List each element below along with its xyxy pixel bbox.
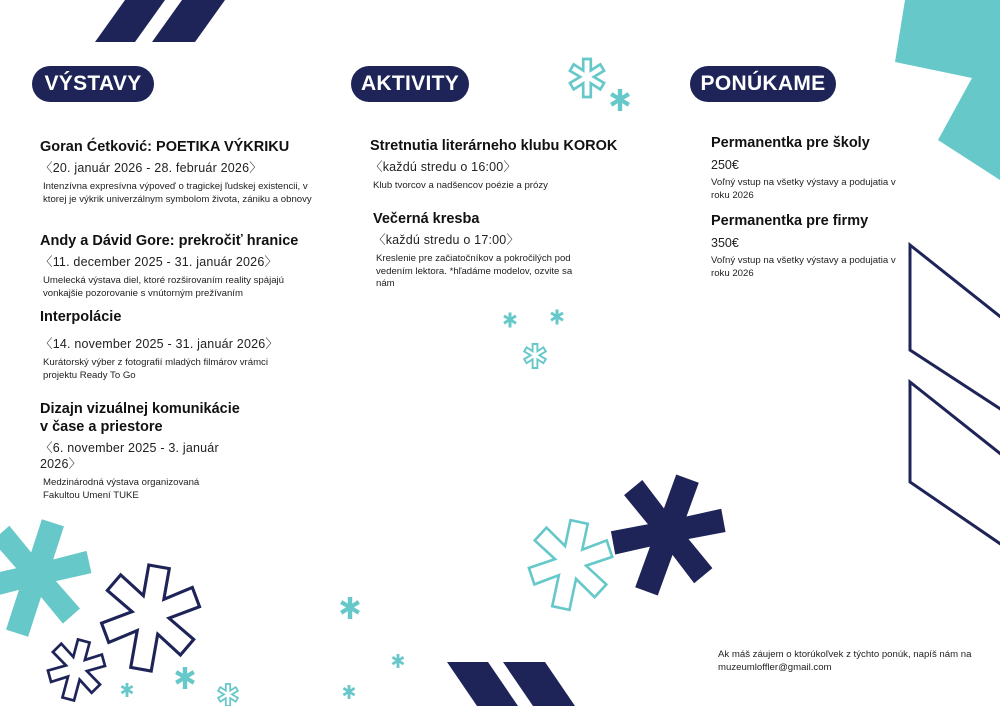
activity-item — [370, 137, 640, 193]
activity-title: Večerná kresba — [373, 211, 480, 227]
asterisk-small — [175, 667, 195, 689]
asterisk-small — [392, 654, 405, 668]
offer-title: Permanentka pre školy — [711, 135, 870, 151]
exhibition-dates: 〈14. november 2025 - 31. január 2026〉 — [40, 337, 279, 351]
contact-note: Ak máš záujem o ktorúkoľvek z týchto ponúk, napíš nám na muzeumloffler@gmail.com — [718, 649, 972, 673]
offer-item — [711, 212, 911, 280]
offer-price: 350€ — [711, 236, 739, 250]
activity-title: Stretnutia literárneho klubu KOROK — [370, 138, 618, 154]
activity-description: Kreslenie pre začiatočníkov a pokročilých pod vedením lektora. *hľadáme modelov, ozvite sa nám — [376, 253, 573, 289]
asterisk-small — [610, 89, 630, 111]
exhibition-title: Interpolácie — [40, 309, 122, 325]
heading-vystavy: VÝSTAVY — [32, 66, 154, 102]
asterisk-navy-large — [596, 460, 739, 610]
exhibition-description: Medzinárodná výstava organizovaná Fakultou Umení TUKE — [43, 477, 200, 501]
offer-price: 250€ — [711, 158, 739, 172]
asterisk-outline-small — [218, 684, 238, 706]
asterisk-outline-small — [570, 59, 604, 97]
outline-parallelogram-1 — [910, 245, 1000, 410]
offer-item — [711, 134, 911, 202]
bottom-slash-shape-1 — [447, 662, 518, 706]
activity-schedule: 〈každú stredu o 16:00〉 — [370, 160, 517, 174]
offer-description: Voľný vstup na všetky výstavy a podujatia v roku 2026 — [711, 177, 896, 201]
asterisk-small — [503, 313, 517, 328]
exhibition-item — [40, 400, 250, 502]
exhibition-title: Goran Ćetković: POETIKA VÝKRIKU — [40, 139, 290, 155]
asterisk-outline-navy — [95, 559, 205, 678]
exhibition-dates: 〈11. december 2025 - 31. január 2026〉 — [40, 255, 278, 269]
activity-item — [373, 210, 583, 291]
exhibition-item — [40, 308, 295, 382]
exhibition-description: Umelecká výstava diel, ktoré rozširovaním reality spájajú vonkajšie pozorovanie s vnútorným prežívaním — [43, 275, 285, 299]
heading-ponukame: PONÚKAME — [690, 66, 836, 102]
heading-aktivity: AKTIVITY — [351, 66, 469, 102]
asterisk-outline-teal-large — [522, 514, 618, 617]
exhibition-item — [40, 232, 315, 300]
exhibition-dates: 〈6. november 2025 - 3. január 2026〉 — [40, 441, 219, 471]
exhibition-description: Intenzívna expresívna výpoveď o tragickej ľudskej existencii, v ktorej je výkrik univerzálnym symbolom života, zániku a obnovy — [43, 181, 312, 205]
exhibition-dates: 〈20. január 2026 - 28. február 2026〉 — [40, 161, 262, 175]
asterisk-small — [343, 685, 356, 699]
asterisk-outline-navy-small — [42, 634, 110, 706]
activity-description: Klub tvorcov a nadšencov poézie a prózy — [373, 180, 548, 191]
offer-title: Permanentka pre firmy — [711, 213, 869, 229]
asterisk-teal-corner — [0, 507, 103, 650]
asterisk-outline-small — [524, 344, 546, 368]
bottom-slash-shape-2 — [503, 662, 575, 706]
offer-description: Voľný vstup na všetky výstavy a podujatia v roku 2026 — [711, 255, 896, 279]
asterisk-small — [340, 597, 360, 619]
exhibition-title: Dizajn vizuálnej komunikácie v čase a priestore — [40, 401, 240, 435]
outline-parallelogram-2 — [910, 382, 1000, 545]
asterisk-small — [121, 683, 134, 697]
top-slash-shape-2 — [152, 0, 225, 42]
exhibition-title: Andy a Dávid Gore: prekročiť hranice — [40, 233, 299, 249]
exhibition-item — [40, 138, 315, 206]
top-slash-shape-1 — [95, 0, 165, 42]
asterisk-small — [550, 310, 564, 325]
activity-schedule: 〈každú stredu o 17:00〉 — [373, 233, 520, 247]
exhibition-description: Kurátorský výber z fotografií mladých filmárov vrámci projektu Ready To Go — [43, 357, 268, 381]
